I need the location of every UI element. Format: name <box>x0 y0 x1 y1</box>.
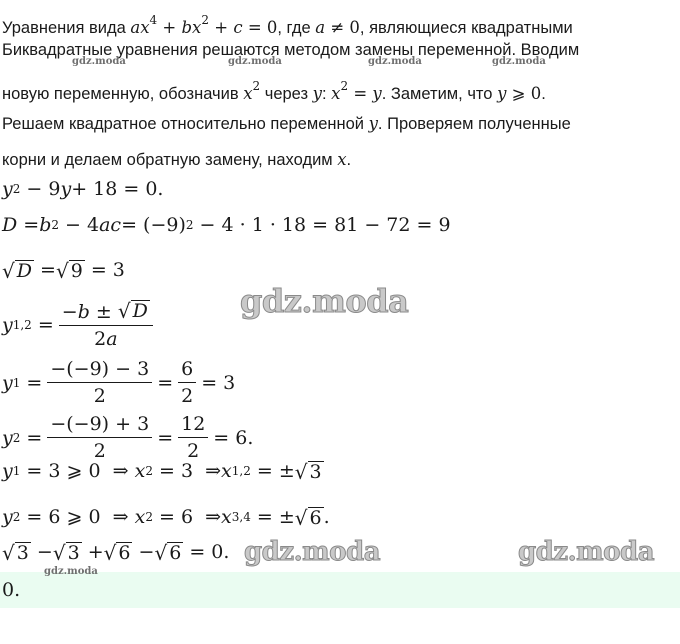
formula-a-nonzero: a ≠ 0 <box>315 18 360 37</box>
text-line-4: Решаем квадратное относительно переменной y. Проверяем полученные <box>2 114 571 133</box>
answer-panel <box>0 572 680 608</box>
watermark-small-4: gdz.moda <box>492 56 546 67</box>
equation-y2: y 2 = $\frac{-(-9) + 3}{2}$ = $\frac{12}{2}$ = 6. <box>2 413 254 462</box>
watermark-big-bottom-left: gdz.moda <box>244 537 381 567</box>
equation-roots-formula: y 1,2 = −b ± √ D 2a <box>2 300 158 350</box>
watermark-small-2: gdz.moda <box>228 56 282 67</box>
text-line-1: Уравнения вида $ax^4 + bx^2 + c = 0$, где a ≠ 0, являющиеся квадратными <box>2 13 573 37</box>
text-line-3: новую переменную, обозначив $x^2$ через y: $x^2 = y$. Заметим, что y ⩾ 0. <box>2 79 546 103</box>
equation-root-discriminant: √ D = √ 9 = 3 <box>2 258 125 283</box>
watermark-small-1: gdz.moda <box>72 56 126 67</box>
formula-biquadratic: $ax^4 + bx^2 + c = 0$ <box>130 13 278 37</box>
answer-value: 0. <box>2 579 21 601</box>
watermark-small-3: gdz.moda <box>368 56 422 67</box>
equation-sum-roots: √ 3 − √ 3 + √ 6 − √ 6 = 0. <box>2 540 230 565</box>
watermark-small-5: gdz.moda <box>44 566 98 577</box>
equation-quadratic: y 2 − 9 y + 18 = 0. <box>2 178 164 200</box>
watermark-big-center: gdz.moda <box>240 282 409 320</box>
watermark-big-bottom-right: gdz.moda <box>518 537 655 567</box>
equation-x12: y 1 = 3 ⩾ 0 ⇒ x 2 = 3 ⇒ x 1,2 = ± √ 3 <box>2 459 322 484</box>
equation-x34: y 2 = 6 ⩾ 0 ⇒ x 2 = 6 ⇒ x 3,4 = ± √ 6 . <box>2 505 330 530</box>
text-line-5: корни и делаем обратную замену, находим x. <box>2 150 352 169</box>
equation-discriminant: D = b 2 − 4 ac = (−9) 2 − 4 · 1 · 18 = 81 − 72 = 9 <box>2 214 451 236</box>
text-line-2: Биквадратные уравнения решаются методом замены переменной. Вводим <box>2 41 580 59</box>
equation-y1: y 1 = $\frac{-(-9) - 3}{2}$ = $\frac{6}{2}$ = 3 <box>2 358 236 407</box>
